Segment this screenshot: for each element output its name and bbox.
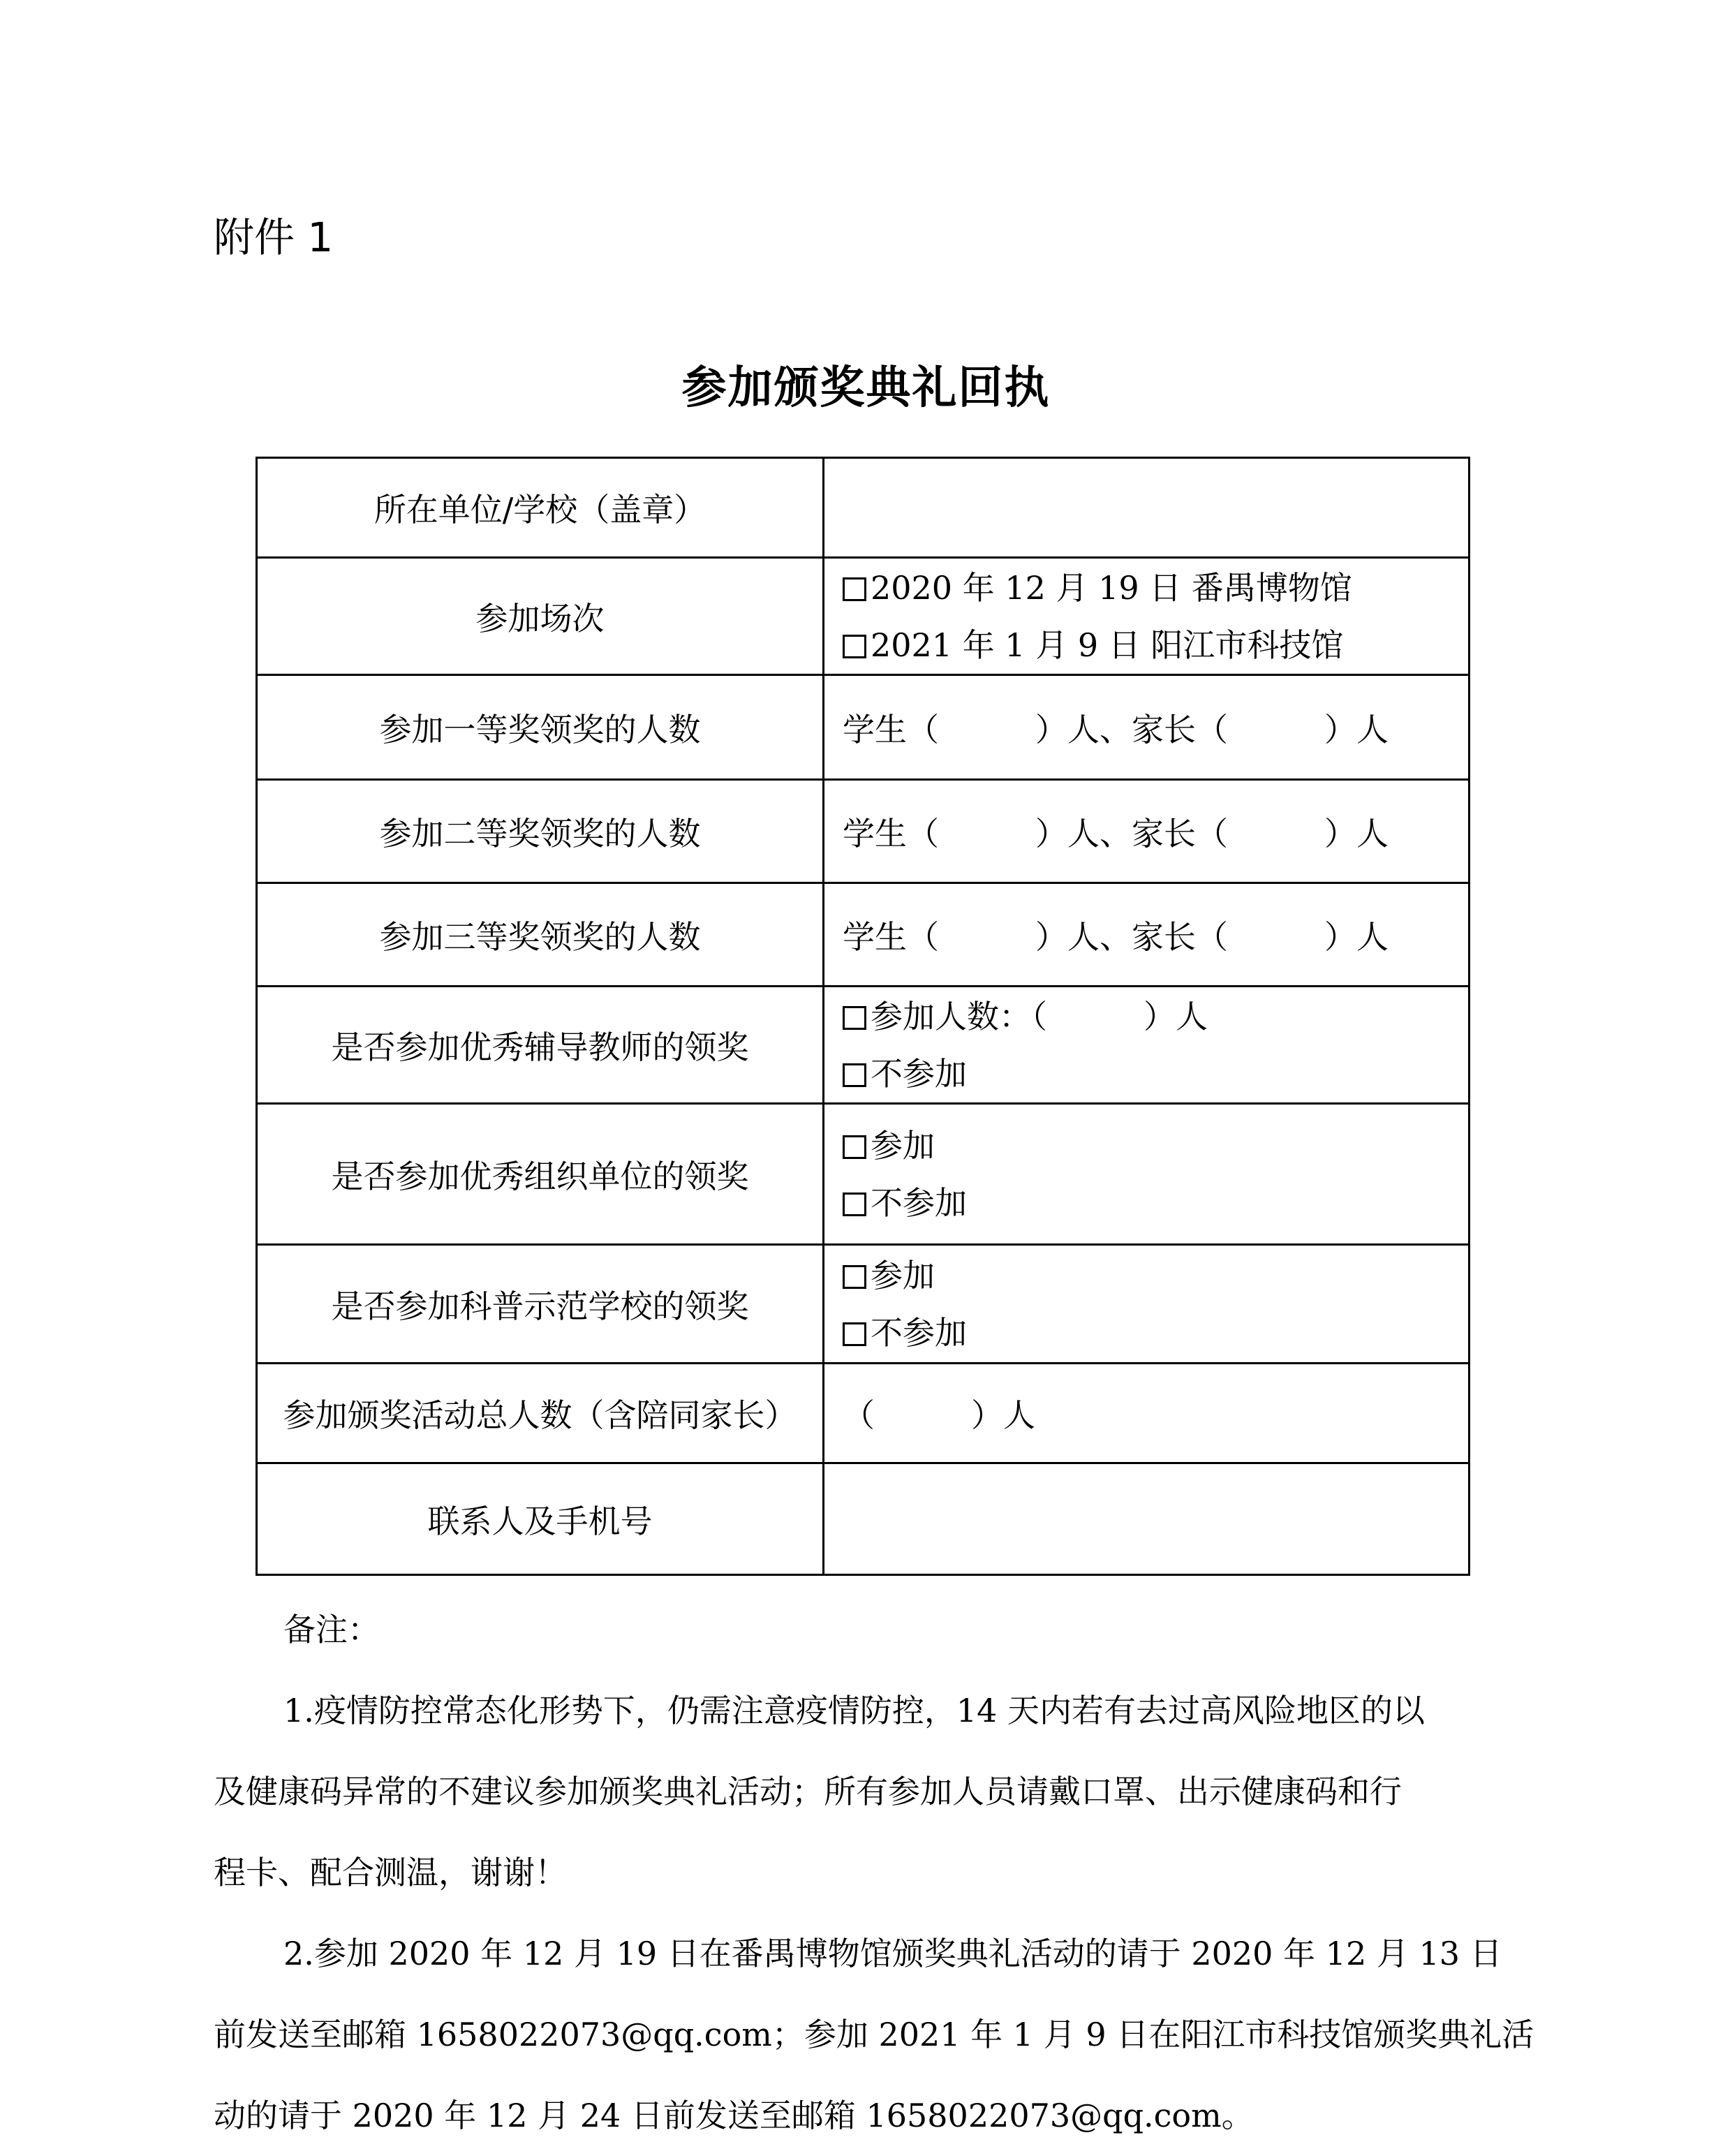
note-item-1-line-3: 程卡、配合测温，谢谢！ — [214, 1854, 567, 1891]
label-session: 参加场次 — [257, 558, 824, 675]
session-option-label: 2020 年 12 月 19 日 番禺博物馆 — [871, 568, 1352, 607]
checkbox-icon[interactable] — [843, 1193, 866, 1216]
teacher-award-options — [824, 987, 1470, 1104]
note-item-2-line-1: 2.参加 2020 年 12 月 19 日在番禺博物馆颁奖典礼活动的请于 2020 年 12 月 13 日 — [283, 1935, 1502, 1972]
table-row-session — [257, 558, 1470, 675]
option-label: 参加 — [871, 1256, 935, 1294]
option-label: 不参加 — [871, 1313, 967, 1352]
checkbox-icon[interactable] — [843, 1265, 866, 1289]
option-attend-count[interactable] — [843, 988, 1468, 1045]
table-row-contact — [257, 1463, 1470, 1575]
checkbox-icon[interactable] — [843, 1322, 866, 1346]
label-teacher-award: 是否参加优秀辅导教师的领奖 — [257, 987, 824, 1104]
checkbox-icon[interactable] — [843, 635, 866, 658]
table-row-unit — [257, 458, 1470, 558]
first-prize-count-field[interactable]: 学生（ ）人、家长（ ）人 — [824, 675, 1470, 780]
option-label: 参加 — [871, 1126, 935, 1165]
session-option-yangjiang[interactable] — [843, 616, 1468, 674]
note-item-2-line-2: 前发送至邮箱 1658022073@qq.com；参加 2021 年 1 月 9 日在阳江市科技馆颁奖典礼活 — [214, 2016, 1534, 2053]
label-unit-school: 所在单位/学校（盖章） — [257, 458, 824, 558]
checkbox-icon[interactable] — [843, 577, 866, 601]
attachment-label: 附件 1 — [214, 214, 334, 261]
label-organization-award: 是否参加优秀组织单位的领奖 — [257, 1104, 824, 1245]
label-first-prize-count: 参加一等奖领奖的人数 — [257, 675, 824, 780]
option-attend[interactable] — [843, 1247, 1468, 1304]
session-option-label: 2021 年 1 月 9 日 阳江市科技馆 — [871, 626, 1344, 664]
total-attendees-field[interactable]: （ ）人 — [824, 1364, 1470, 1463]
option-not-attend[interactable] — [843, 1174, 1468, 1232]
table-row-second-prize — [257, 780, 1470, 883]
label-science-school-award: 是否参加科普示范学校的领奖 — [257, 1245, 824, 1364]
table-row-school-award — [257, 1245, 1470, 1364]
table-row-third-prize — [257, 883, 1470, 987]
option-not-attend[interactable] — [843, 1304, 1468, 1361]
session-option-panyu[interactable] — [843, 559, 1468, 616]
label-contact-phone: 联系人及手机号 — [257, 1463, 824, 1575]
label-second-prize-count: 参加二等奖领奖的人数 — [257, 780, 824, 883]
third-prize-count-field[interactable]: 学生（ ）人、家长（ ）人 — [824, 883, 1470, 987]
option-attend[interactable] — [843, 1117, 1468, 1174]
notes-section — [214, 1589, 1534, 2156]
unit-school-field[interactable] — [824, 458, 1470, 558]
note-item-2-line-3: 动的请于 2020 年 12 月 24 日前发送至邮箱 1658022073@qq.com。 — [214, 2097, 1254, 2134]
note-item-1-line-1: 1.疫情防控常态化形势下，仍需注意疫情防控，14 天内若有去过高风险地区的以 — [283, 1692, 1426, 1729]
table-row-total — [257, 1364, 1470, 1463]
checkbox-icon[interactable] — [843, 1135, 866, 1159]
option-not-attend[interactable] — [843, 1045, 1468, 1102]
label-third-prize-count: 参加三等奖领奖的人数 — [257, 883, 824, 987]
contact-phone-field[interactable] — [824, 1463, 1470, 1575]
science-school-award-options — [824, 1245, 1470, 1364]
option-label: 参加人数：（ ）人 — [871, 997, 1208, 1035]
organization-award-options — [824, 1104, 1470, 1245]
table-row-organization-award — [257, 1104, 1470, 1245]
checkbox-icon[interactable] — [843, 1063, 866, 1087]
second-prize-count-field[interactable]: 学生（ ）人、家长（ ）人 — [824, 780, 1470, 883]
table-row-teacher-award — [257, 987, 1470, 1104]
document-title: 参加颁奖典礼回执 — [681, 362, 1051, 414]
checkbox-icon[interactable] — [843, 1006, 866, 1030]
option-label: 不参加 — [871, 1054, 967, 1093]
receipt-form-table — [256, 457, 1470, 1576]
table-row-first-prize — [257, 675, 1470, 780]
label-total-attendees: 参加颁奖活动总人数（含陪同家长） — [257, 1364, 824, 1463]
note-item-1-line-2: 及健康码异常的不建议参加颁奖典礼活动；所有参加人员请戴口罩、出示健康码和行 — [214, 1773, 1402, 1810]
notes-heading: 备注： — [283, 1611, 380, 1648]
option-label: 不参加 — [871, 1183, 967, 1222]
session-options — [824, 558, 1470, 675]
